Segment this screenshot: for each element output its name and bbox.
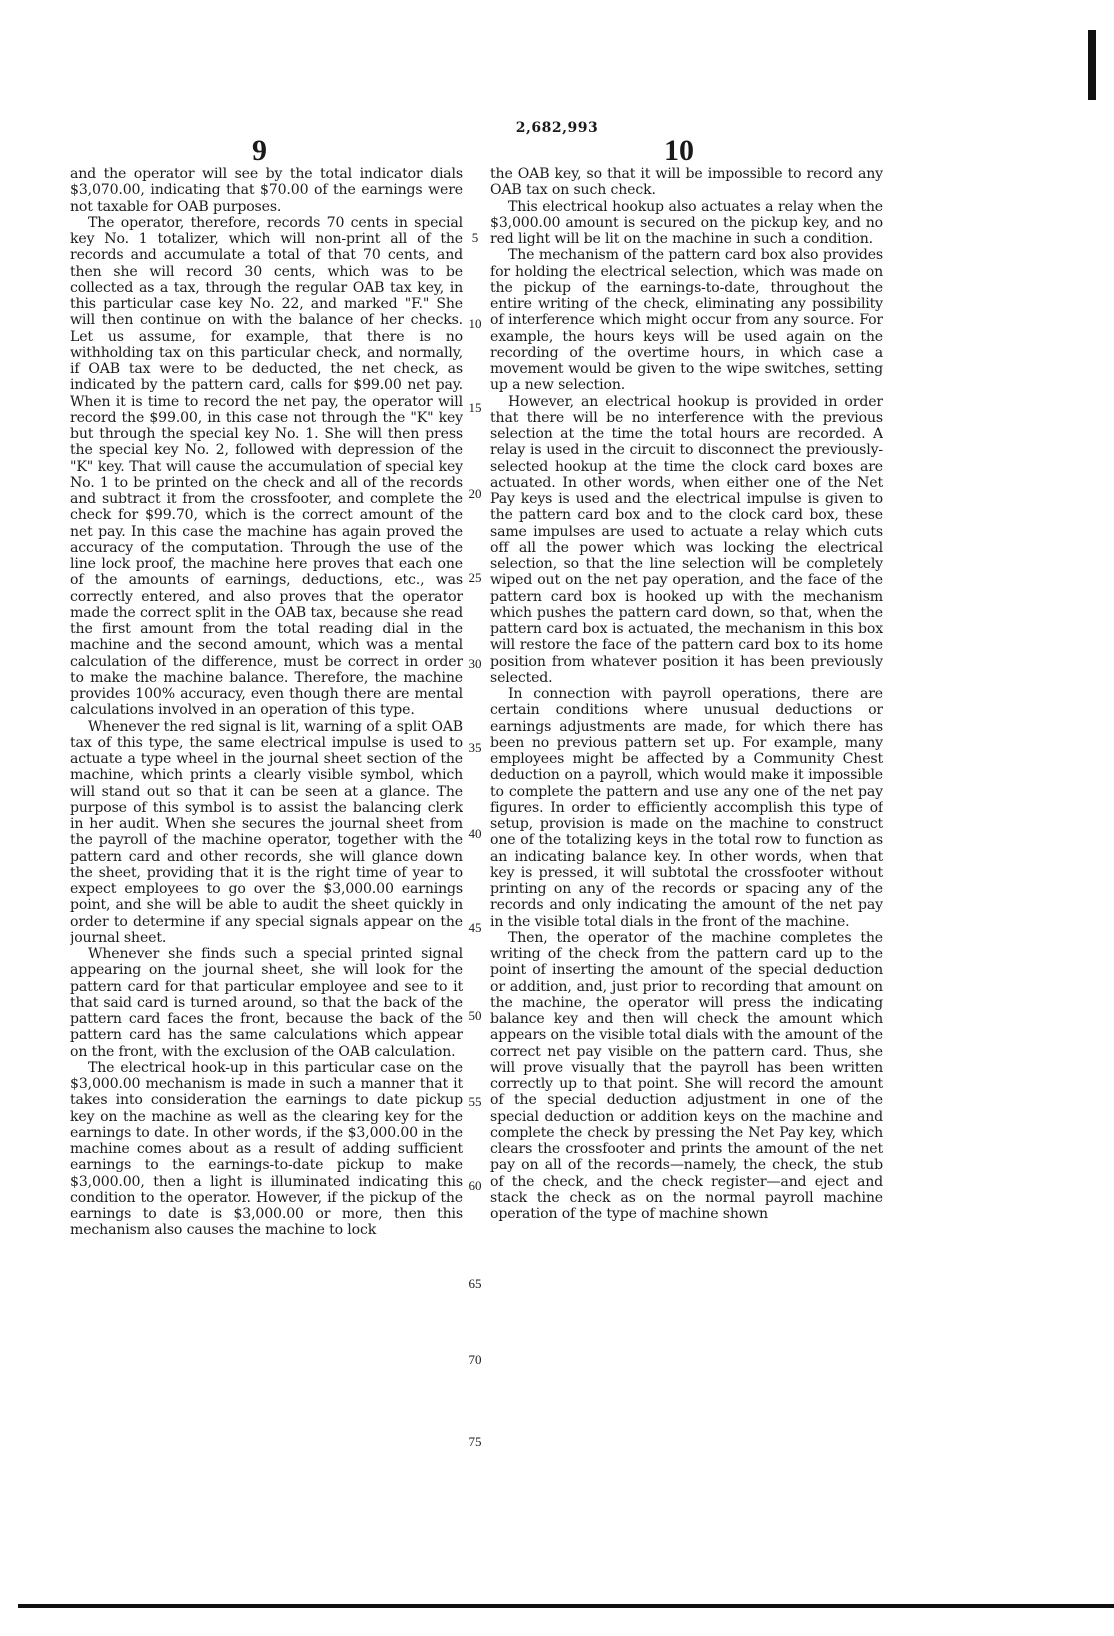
paragraph: In connection with payroll operations, there are certain conditions where unusual deductions or earnings adjustments are made, for which there has been no previous pattern set up. For example, many employees might be affected by a Community Chest deduction on a payroll, which would make it impossible to complete the pattern and use any one of the net pay figures. In order to efficiently accomplish this type of setup, provision is made on the machine to construct one of the totalizing keys in the total row to function as an indicating balance key. In other words, when that key is pressed, it will subtotal the crossfooter without printing on any of the records or spacing any of the records and only indicating the amount of the net pay in the visible total dials in the front of the machine. — [490, 686, 883, 930]
right-page-number: 10 — [664, 134, 694, 167]
line-number: 40 — [468, 826, 482, 841]
line-number: 30 — [468, 656, 482, 671]
paragraph: Whenever the red signal is lit, warning of a split OAB tax of this type, the same electrical impulse is used to actuate a type wheel in the journal sheet section of the machine, which prints a clearly visible symbol, which will stand out so that it can be seen at a glance. The purpose of this symbol is to assist the balancing clerk in her audit. When she secures the journal sheet from the payroll of the machine operator, together with the pattern card and other records, she will glance down the sheet, providing that it is the right time of year to expect employees to go over the $3,000.00 earnings point, and she will be able to audit the sheet quickly in order to determine if any special signals appear on the journal sheet. — [70, 718, 463, 946]
line-number: 65 — [468, 1276, 482, 1291]
left-text-column — [70, 166, 463, 1586]
patent-number: 2,682,993 — [515, 120, 599, 136]
paragraph: The electrical hook-up in this particular case on the $3,000.00 mechanism is made in such a manner that it takes into consideration the earnings to date pickup key on the machine as well as the clearing key for the earnings to date. In other words, if the $3,000.00 in the machine comes about as a result of adding sufficient earnings to the earnings-to-date pickup to make $3,000.00, then a light is illuminated indicating this condition to the operator. However, if the pickup of the earnings to date is $3,000.00 or more, then this mechanism also causes the machine to lock — [70, 1059, 463, 1239]
bottom-rule — [18, 1604, 1114, 1608]
page-edge-bar — [1088, 30, 1096, 100]
left-page-number: 9 — [252, 134, 267, 167]
line-number: 15 — [468, 400, 482, 415]
paragraph: the OAB key, so that it will be impossible to record any OAB tax on such check. — [490, 166, 883, 199]
paragraph: Whenever she finds such a special printed signal appearing on the journal sheet, she will look for the pattern card for that particular employee and see to it that said card is turned around, so that the back of the pattern card faces the front, because the back of the pattern card has the same calculations which appear on the front, with the exclusion of the OAB calculation. — [70, 946, 463, 1060]
line-number: 10 — [468, 316, 482, 331]
line-number: 5 — [471, 230, 479, 245]
paragraph: Then, the operator of the machine completes the writing of the check from the pattern card up to the point of inserting the amount of the special deduction or addition, and, just prior to recording that amount on the machine, the operator will press the indicating balance key and then will check the amount which appears on the visible total dials with the amount of the correct net pay visible on the pattern card. Thus, she will prove visually that the payroll has been written correctly up to that point. She will record the amount of the special deduction adjustment in one of the special deduction or addition keys on the machine and complete the check by pressing the Net Pay key, which clears the crossfooter and prints the amount of the net pay on all of the records—namely, the check, the stub of the check, and the check register—and eject and stack the check as on the normal payroll machine operation of the type of machine shown — [490, 929, 883, 1222]
paragraph: However, an electrical hookup is provided in order that there will be no interference with the previous selection at the time the total hours are recorded. A relay is used in the circuit to disconnect the previously-selected hookup at the time the clock card boxes are actuated. In other words, when either one of the Net Pay keys is used and the electrical impulse is given to the pattern card box and to the clock card box, these same impulses are used to actuate a relay which cuts off all the power which was locking the electrical selection, so that the line selection will be completely wiped out on the net pay operation, and the face of the pattern card box is hooked up with the mechanism which pushes the pattern card down, so that, when the pattern card box is actuated, the mechanism in this box will restore the face of the pattern card box to its home position from whatever position it has been previously selected. — [490, 393, 883, 686]
line-number: 45 — [468, 920, 482, 935]
right-text-column — [490, 166, 883, 1586]
line-number: 35 — [468, 740, 482, 755]
paragraph: The operator, therefore, records 70 cents in special key No. 1 totalizer, which will non-print all of the records and accumulate a total of that 70 cents, and then she will record 30 cents, which was to be collected as a tax, through the regular OAB tax key, in this particular case key No. 22, and marked "F." She will then continue on with the balance of her checks. Let us assume, for example, that there is no withholding tax on this particular check, and normally, if OAB tax were to be deducted, the net check, as indicated by the pattern card, calls for $99.00 net pay. When it is time to record the net pay, the operator will record the $99.00, in this case not through the "K" key but through the special key No. 1. She will then press the special key No. 2, followed with depression of the "K" key. That will cause the accumulation of special key No. 1 to be printed on the check and all of the records and subtract it from the crossfooter, and complete the check for $99.70, which is the correct amount of the net pay. In this case the machine has again proved the accuracy of the computation. Through the use of the line lock proof, the machine here proves that each one of the amounts of earnings, deductions, etc., was correctly entered, and also proves that the operator made the correct split in the OAB tax, because she read the first amount from the total reading dial in the machine and the second amount, which was a mental calculation of the difference, must be correct in order to make the machine balance. Therefore, the machine provides 100% accuracy, even though there are mental calculations involved in an operation of this type. — [70, 214, 463, 719]
line-number: 75 — [468, 1434, 482, 1449]
line-number: 70 — [468, 1352, 482, 1367]
line-number: 25 — [468, 570, 482, 585]
paragraph: The mechanism of the pattern card box also provides for holding the electrical selection, which was made on the pickup of the earnings-to-date, throughout the entire writing of the check, eliminating any possibility of interference which might occur from any source. For example, the hours keys will be used again on the recording of the overtime hours, in which case a movement would be given to the wipe switches, setting up a new selection. — [490, 247, 883, 394]
line-number: 55 — [468, 1094, 482, 1109]
paragraph: and the operator will see by the total indicator dials $3,070.00, indicating that $70.00 of the earnings were not taxable for OAB purposes. — [70, 166, 463, 215]
line-number: 50 — [468, 1008, 482, 1023]
paragraph: This electrical hookup also actuates a relay when the $3,000.00 amount is secured on the pickup key, and no red light will be lit on the machine in such a condition. — [490, 198, 883, 247]
line-number: 20 — [468, 486, 482, 501]
line-number: 60 — [468, 1178, 482, 1193]
